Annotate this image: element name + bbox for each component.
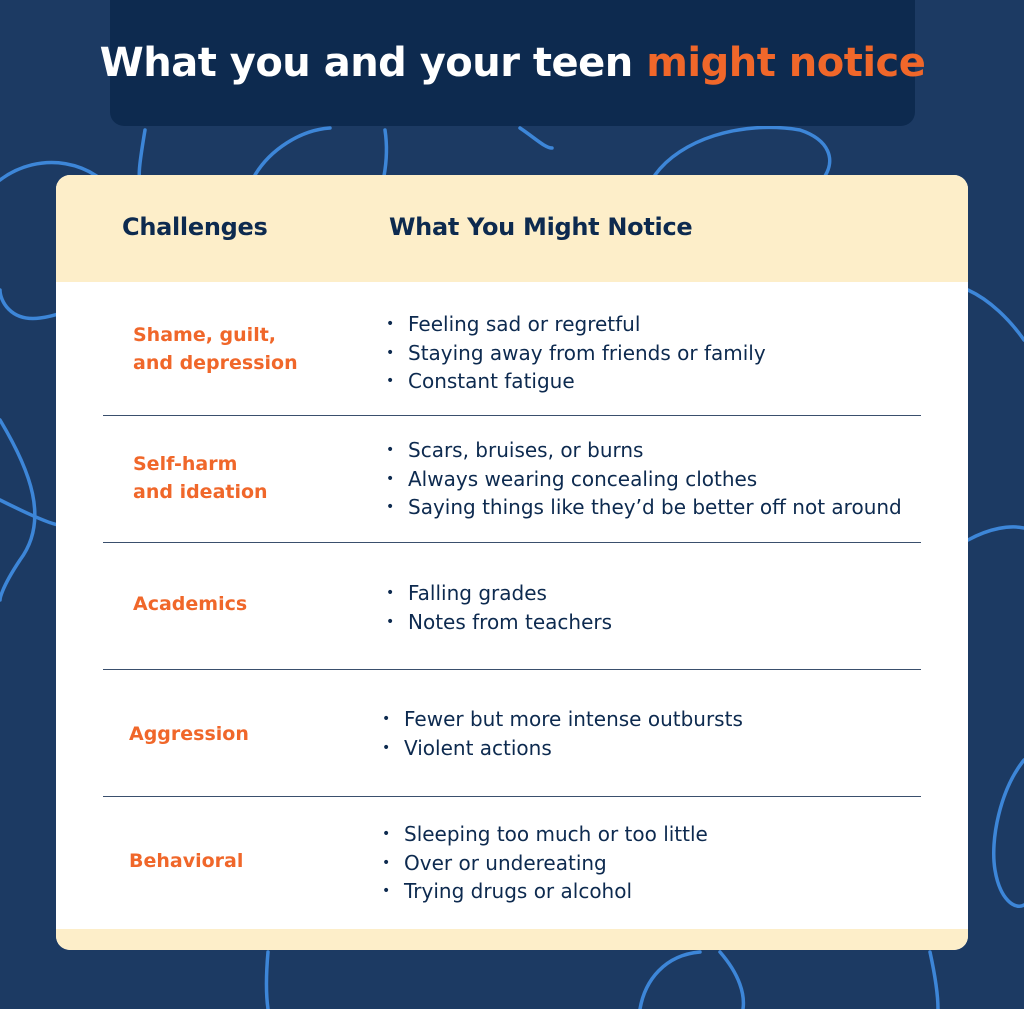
category-label: Aggression	[129, 723, 249, 745]
list-item: • Saying things like they’d be better off not around	[386, 493, 902, 522]
category-label: Self-harm and ideation	[133, 453, 268, 503]
table-row-behavioral	[103, 797, 921, 929]
list-item: • Falling grades	[386, 579, 612, 608]
list-item: • Fewer but more intense outbursts	[382, 705, 743, 734]
category-label: Behavioral	[129, 850, 244, 872]
signs-list	[386, 436, 902, 522]
list-item: • Scars, bruises, or burns	[386, 436, 902, 465]
list-item: • Over or undereating	[382, 849, 708, 878]
list-item: • Staying away from friends or family	[386, 339, 766, 368]
signs-list	[386, 579, 612, 636]
notice-table-card	[56, 175, 968, 950]
signs-list	[382, 820, 708, 906]
page-title	[100, 40, 926, 86]
category-label: Shame, guilt, and depression	[133, 324, 298, 374]
list-item: • Violent actions	[382, 734, 743, 763]
list-item: • Notes from teachers	[386, 608, 612, 637]
title-accent: might notice	[646, 40, 926, 86]
list-item: • Trying drugs or alcohol	[382, 877, 708, 906]
list-item: • Feeling sad or regretful	[386, 310, 766, 339]
title-lead: What you and your teen	[99, 40, 647, 86]
table-row-aggression	[103, 670, 921, 797]
header-challenges: Challenges	[122, 213, 268, 241]
title-banner	[99, 0, 926, 126]
signs-list	[386, 310, 766, 396]
list-item: • Always wearing concealing clothes	[386, 465, 902, 494]
table-row-academics	[103, 543, 921, 670]
category-label: Academics	[133, 593, 248, 615]
table-row-self-harm	[103, 416, 921, 543]
table-footer-band	[56, 929, 968, 950]
table-row-shame	[103, 282, 921, 416]
header-what-you-might-notice: What You Might Notice	[389, 213, 693, 241]
list-item: • Sleeping too much or too little	[382, 820, 708, 849]
list-item: • Constant fatigue	[386, 367, 766, 396]
table-header-band	[56, 175, 968, 282]
signs-list	[382, 705, 743, 762]
